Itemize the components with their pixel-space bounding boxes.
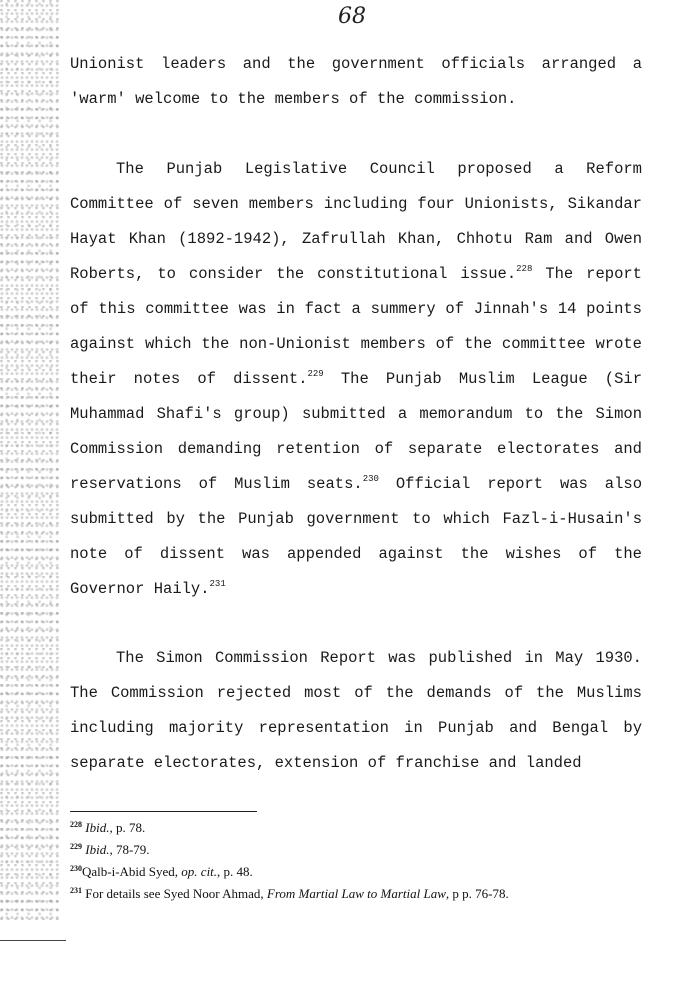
footnote-231: $^{231}$ For details see Syed Noor Ahmad, From Martial Law to Martial Law, p p. 76-78. <box>70 886 509 901</box>
paragraph-2-part-a: The Punjab Legislative Council proposed a Reform Committee of seven members including four Unionists, Sikandar Hayat Khan (1892-1942), Zafrullah Khan, Chhotu Ram and Owen Roberts, to consider the constitutional issue. <box>70 160 642 283</box>
scan-bottom-mark <box>0 940 66 941</box>
footnote-228: $^{228}$ Ibid., p. 78. <box>70 820 146 835</box>
footnote-separator <box>70 811 257 812</box>
paragraph-2-part-b: The report of this committee was in fact a summery of Jinnah's 14 points against which the non-Unionist members of the committee wrote their notes of dissent. <box>70 265 642 388</box>
page-number: 68 <box>338 4 366 29</box>
footnote-230: $^{230}$Qalb-i-Abid Syed, op. cit., p. 48. <box>70 864 253 879</box>
paragraph-2-part-c: The Punjab Muslim League (Sir Muhammad Shafi's group) submitted a memorandum to the Simon Commission demanding retention of separate electorates and reservations of Muslim seats. <box>70 370 643 493</box>
footnote-ref-231: 231 <box>209 579 226 589</box>
footnotes <box>70 817 670 905</box>
footnote-ref-230: 230 <box>362 474 379 484</box>
paragraph-1: Unionist leaders and the government officials arranged a 'warm' welcome to the members of the commission. <box>70 55 642 108</box>
paragraph-3: The Simon Commission Report was published in May 1930. The Commission rejected most of the demands of the Muslims including majority representation in Punjab and Bengal by separate electorates, extension of franchise and landed <box>70 649 642 772</box>
paragraph-2-part-d: Official report was also submitted by the Punjab government to which Fazl-i-Husain's note of dissent was appended against the wishes of the Governor Haily. <box>70 475 642 598</box>
scan-edge-noise <box>0 0 60 920</box>
footnote-ref-229: 229 <box>307 369 324 379</box>
footnote-229: $^{229}$ Ibid., 78-79. <box>70 842 150 857</box>
paragraph-2 <box>70 152 642 607</box>
footnote-ref-228: 228 <box>516 264 533 274</box>
